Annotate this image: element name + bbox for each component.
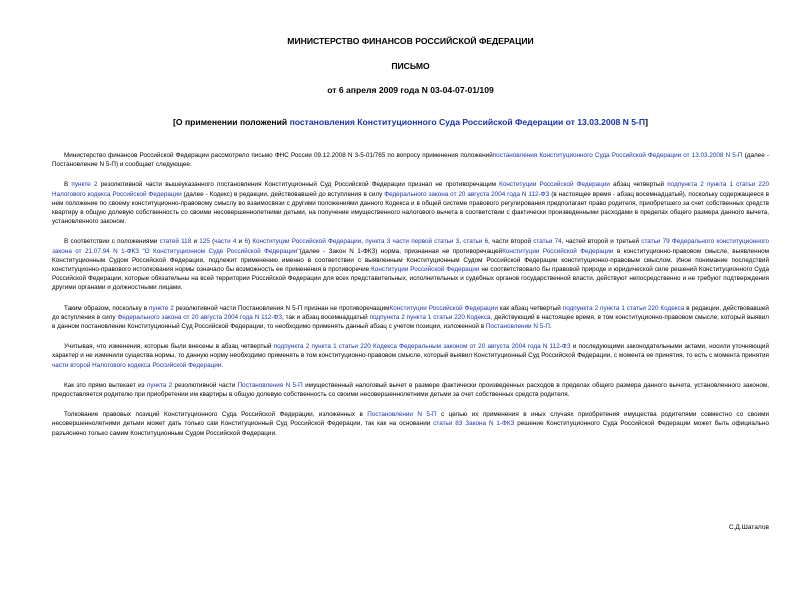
legal-link[interactable]: подпункта 2 пункта 1 статьи 220 Кодекса Федеральным законом от 20 августа 2004 года N 112-ФЗ	[273, 343, 571, 351]
paragraph-text: резолютивной части вышеуказанного постановления Конституционный Суд Российской Федерации признал не противоречащим	[97, 181, 500, 189]
paragraph-text: )	[247, 238, 253, 246]
paragraph-text: , так и абзац восемнадцатый	[282, 313, 370, 321]
legal-link[interactable]: части второй Налогового кодекса Российской Федерации	[52, 361, 222, 369]
legal-link[interactable]: Конституции Российской Федерации	[502, 247, 614, 255]
paragraph-text: (	[209, 238, 215, 246]
paragraph-text: Министерство финансов Российской Федерации рассмотрело письмо ФНС России 09.12.2008 N 3-5-01/765 по вопросу применения положений	[64, 152, 493, 159]
paragraph-text: Как это прямо вытекает из	[64, 381, 147, 389]
legal-link[interactable]: Федерального закона от 20 августа 2004 года N 112-ФЗ	[117, 313, 283, 321]
legal-link[interactable]: Постановлении N 5-П	[485, 323, 550, 331]
legal-link[interactable]: Постановления N 5-П	[237, 381, 303, 389]
legal-link[interactable]: статьи 74	[533, 238, 562, 246]
ministry-title: МИНИСТЕРСТВО ФИНАНСОВ РОССИЙСКОЙ ФЕДЕРАЦИИ	[287, 36, 534, 46]
legal-link[interactable]: статьи 79 Федерального конституционного закона от 21.07.94 N 1-ФКЗ "О Конституционном Суде Российской Федерации"	[52, 238, 769, 255]
paragraph-text: Толкование правовых позиций Конституционного Суда Российской Федерации, изложенных в	[64, 411, 368, 419]
paragraph-text: не соответствовало бы правовой природе и юридической силе решений Конституционного Суда Российской Федерации, которые обязательны на всей территории Российской Федерации для всех представительных, исполнительных и судебных органов государственной власти, действуют непосредственно и не требуют подтверждения другими органами и должностными лицами.	[52, 266, 769, 292]
paragraph-text: резолютивной части Постановления N 5-П признан не противоречащим	[173, 304, 390, 312]
paragraph	[52, 381, 769, 399]
subject-link[interactable]: постановления Конституционного Суда Российской Федерации от 13.03.2008 N 5-П	[289, 117, 646, 127]
legal-link[interactable]: статей 118	[159, 238, 192, 246]
legal-link[interactable]: Конституции Российской Федерации	[499, 181, 610, 189]
paragraph-text: и последующими законодательными актами, носили уточняющий характер и не изменили существа нормы, то данную норму необходимо применять в том конституционно-правовом смысле, который выявил Конституционный Суд Российской Федерации, с момента ее принятия, то есть с момента принятия	[52, 343, 770, 360]
legal-link[interactable]: статьи 6	[463, 238, 489, 246]
paragraph-text: Таким образом, поскольку в	[64, 304, 150, 312]
legal-link[interactable]: Конституции Российской Федерации	[371, 266, 480, 274]
paragraph	[52, 342, 769, 370]
paragraph-text: (далее - Закон N 1-ФКЗ) норма, признанная не противоречащей	[299, 247, 503, 255]
paragraph-text: и	[236, 238, 245, 246]
paragraph	[52, 180, 769, 226]
paragraph-text: (далее - Кодекс) в редакции, действовавшей до вступления в силу	[181, 190, 385, 198]
document-subject	[52, 117, 769, 127]
paragraph-text: в редакции, действовавшей до вступления в силу	[52, 304, 769, 321]
legal-link[interactable]: подпункта 2 пункта 1 статьи 220 Кодекса	[369, 313, 491, 321]
legal-link[interactable]: Конституции Российской Федерации	[252, 238, 362, 246]
subject-open: [О применении положений	[173, 117, 290, 127]
paragraph-text: в конституционно-правовом смысле, выявленном Конституционным Судом Российской Федерации, подлежит применению именно в соответствии с выявленным Конституционным Судом Российской Федерации конституционно-правовым смыслом. Иное понимание последствий конституционно-правового истолкования нормы означало бы возможность ее применения в противоречие	[52, 247, 769, 274]
legal-link[interactable]: пункта 3 части первой статьи 3	[365, 238, 460, 246]
paragraph-text: .	[221, 361, 224, 369]
paragraph-text: ,	[459, 238, 464, 246]
paragraph-text: (далее - Постановление N 5-П) и сообщает следующее.	[52, 152, 769, 169]
paragraph-text: с целью их применения в иных случаях приобретения имущества родителями совместно со своими несовершеннолетними детьми может дать только сам Конституционный Суд Российской Федерации, так как на основании	[52, 411, 769, 428]
paragraph-text: Учитывая, что изменения, которые были внесены в абзац четвертый	[64, 343, 274, 351]
paragraph-text: как абзац четвертый	[497, 304, 563, 312]
legal-link[interactable]: пункте 2	[149, 304, 174, 312]
paragraph-text: , действующий в настоящее время, в том конституционно-правовом смысле, который выявил в данном постановлении Конституционный Суд Российской Федерации, то необходимо применять данный абзац с учетом позиции, изложенной в	[52, 313, 769, 331]
document-body	[52, 151, 769, 438]
paragraph-text: , частей второй и третьей	[561, 238, 642, 246]
paragraph-text: .	[549, 323, 552, 331]
paragraph	[52, 304, 769, 332]
document-date-number: от 6 апреля 2009 года N 03-04-07-01/109	[327, 85, 494, 95]
paragraph	[52, 410, 769, 438]
legal-link[interactable]: статьи 83 Закона N 1-ФКЗ	[433, 420, 515, 428]
paragraph	[52, 237, 769, 292]
legal-link[interactable]: части 4	[214, 238, 237, 246]
subject-close: ]	[645, 117, 648, 127]
legal-link[interactable]: постановления Конституционного Суда Российской Федерации от 13.03.2008 N 5-П	[492, 152, 743, 159]
document-page	[0, 36, 807, 607]
paragraph	[52, 151, 769, 169]
legal-link[interactable]: Конституции Российской Федерации	[389, 304, 498, 312]
paragraph-text: решение Конституционного Суда Российской Федерации может быть официально разъяснено только самим Конституционным Судом Российской Федерации.	[52, 420, 769, 437]
paragraph-text: В соответствии с положениями	[64, 238, 160, 246]
legal-link[interactable]: подпункта 2 пункта 1 статьи 220 Налогового кодекса Российской Федерации	[52, 181, 769, 198]
legal-link[interactable]: подпункта 2 пункта 1 статьи 220 Кодекса	[562, 304, 685, 312]
legal-link[interactable]: Федерального закона от 20 августа 2004 года N 112-ФЗ	[384, 190, 550, 198]
document-type: ПИСЬМО	[391, 61, 430, 71]
signature: С.Д.Шаталов	[728, 524, 769, 531]
legal-link[interactable]: 125	[199, 238, 210, 246]
paragraph-text: имущественный налоговый вычет в размере фактически произведенных расходов в пределах общего размера данного вычета, установленного законом, предоставляется родителю при приобретении им квартиры в общую долевую собственность со своими несовершеннолетними детьми за счет собственных средств родителя.	[52, 381, 769, 399]
paragraph-text: абзац четвертый	[609, 181, 668, 189]
paragraph-text: и	[191, 238, 200, 246]
legal-link[interactable]: Постановлении N 5-П	[367, 411, 437, 419]
legal-link[interactable]: пункте 2	[71, 181, 98, 189]
paragraph-text: ,	[361, 238, 366, 246]
paragraph-text: В	[64, 181, 72, 189]
legal-link[interactable]: пункта 2	[146, 381, 173, 389]
paragraph-text: (в настоящее время - абзац восемнадцатый), поскольку содержащееся в нем положение по своему конституционно-правовому смыслу во взаимосвязи с другими положениями данного Кодекса и в общей системе правового регулирования предполагает право родителя, приобретшего за счет собственных средств квартиру в общую долевую собственность со своими несовершеннолетними детьми, на получение имущественного налогового вычета в соответствии с фактически произведенными расходами в пределах общего размера данного вычета, установленного законом.	[52, 190, 769, 226]
legal-link[interactable]: 6	[244, 238, 248, 246]
paragraph-text: резолютивной части	[172, 381, 238, 389]
paragraph-text: , части второй	[488, 238, 534, 246]
